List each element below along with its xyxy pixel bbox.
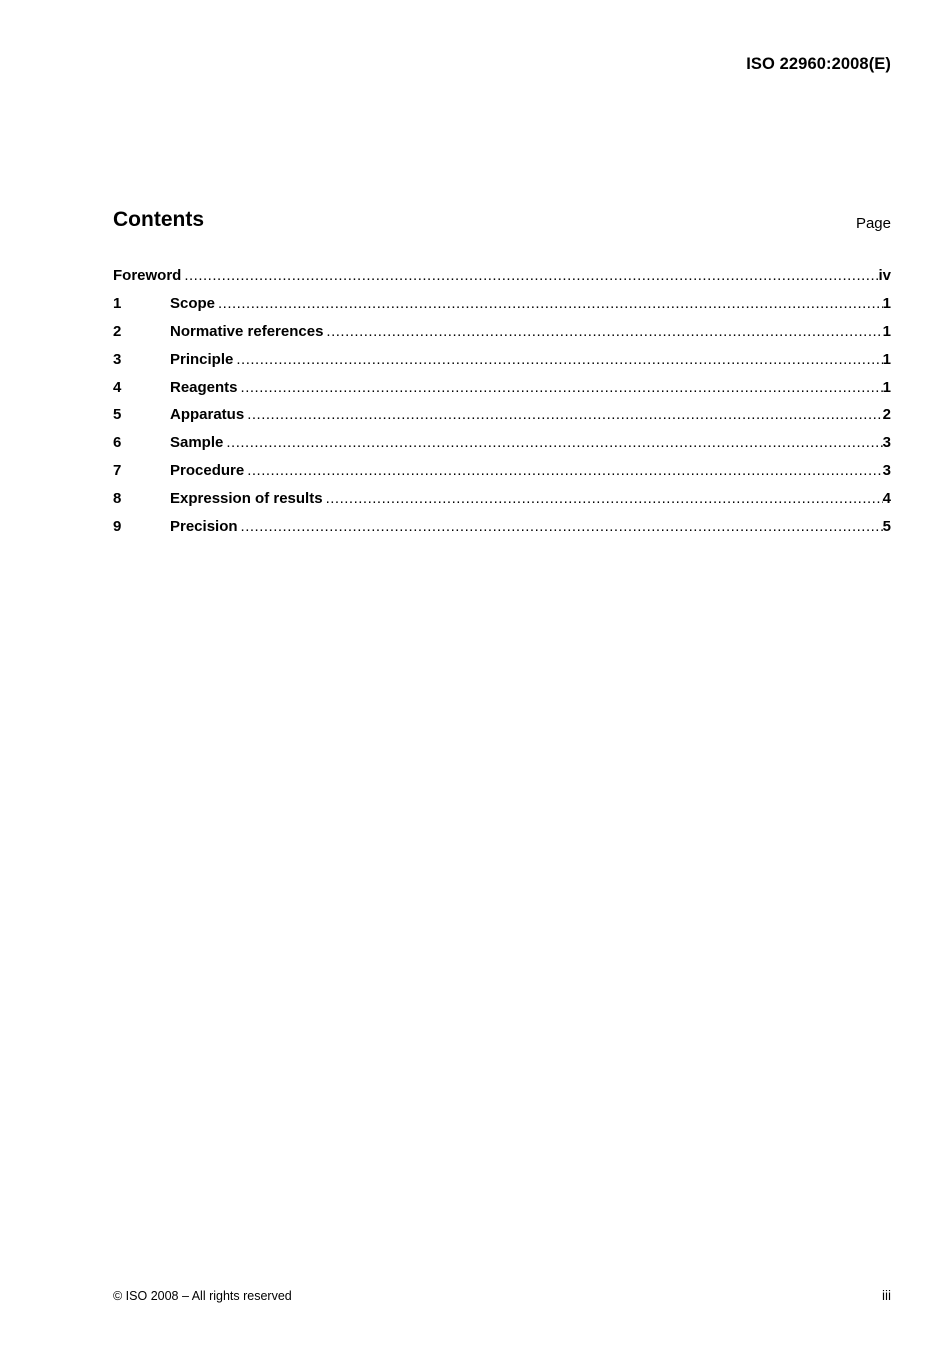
toc-dot-leader	[238, 379, 883, 396]
toc-entry-page: 3	[882, 462, 891, 480]
toc-entry-title: Reagents	[170, 378, 238, 396]
toc-entry-page: 4	[882, 490, 891, 508]
toc-entry-number: 4	[113, 378, 122, 396]
toc-entry-normative-references[interactable]	[113, 323, 891, 351]
toc-entry-number: 6	[113, 434, 122, 452]
toc-entry-expression-of-results[interactable]	[113, 490, 891, 518]
toc-entry-title: Expression of results	[170, 490, 323, 508]
toc-entry-title: Sample	[170, 434, 224, 452]
toc-dot-leader	[323, 490, 883, 507]
toc-dot-leader	[323, 323, 882, 340]
toc-entry-apparatus[interactable]	[113, 406, 891, 434]
toc-entry-page: 1	[882, 378, 891, 396]
toc-entry-procedure[interactable]	[113, 462, 891, 490]
toc-dot-leader	[223, 434, 882, 451]
toc-entry-number: 9	[113, 518, 122, 536]
toc-entry-precision[interactable]	[113, 518, 891, 546]
toc-entry-title: Principle	[170, 350, 234, 368]
table-of-contents	[113, 267, 891, 546]
toc-entry-page: 1	[882, 322, 891, 340]
toc-entry-number: 5	[113, 406, 122, 424]
footer-page-number: iii	[882, 1288, 891, 1303]
toc-dot-leader	[244, 406, 882, 423]
toc-entry-title: Precision	[170, 518, 238, 536]
toc-entry-title: Foreword	[113, 267, 182, 284]
toc-entry-reagents[interactable]	[113, 379, 891, 407]
toc-entry-number: 2	[113, 322, 122, 340]
toc-entry-title: Scope	[170, 294, 216, 312]
toc-entry-page: 5	[882, 518, 891, 536]
toc-dot-leader	[181, 267, 878, 284]
toc-dot-leader	[215, 295, 883, 312]
toc-entry-scope[interactable]	[113, 295, 891, 323]
toc-entry-title: Normative references	[170, 322, 324, 340]
toc-entry-number: 8	[113, 490, 122, 508]
toc-entry-page: 2	[882, 406, 891, 424]
toc-entry-page: 1	[882, 294, 891, 312]
toc-entry-number: 1	[113, 294, 122, 312]
toc-entry-foreword[interactable]	[113, 267, 891, 295]
document-id: ISO 22960:2008(E)	[746, 55, 891, 73]
toc-header	[113, 208, 891, 238]
toc-entry-number: 7	[113, 462, 122, 480]
toc-entry-page: 3	[882, 434, 891, 452]
toc-dot-leader	[238, 518, 883, 535]
page-title: Contents	[113, 208, 204, 231]
toc-entry-page: 1	[882, 350, 891, 368]
toc-dot-leader	[244, 462, 882, 479]
toc-entry-number: 3	[113, 350, 122, 368]
toc-dot-leader	[233, 351, 882, 368]
toc-page-column-label: Page	[855, 215, 891, 232]
footer-copyright: © ISO 2008 – All rights reserved	[113, 1289, 292, 1303]
toc-entry-title: Procedure	[170, 462, 245, 480]
toc-entry-page: iv	[878, 267, 891, 284]
toc-entry-title: Apparatus	[170, 406, 245, 424]
toc-entry-principle[interactable]	[113, 351, 891, 379]
toc-entry-sample[interactable]	[113, 434, 891, 462]
